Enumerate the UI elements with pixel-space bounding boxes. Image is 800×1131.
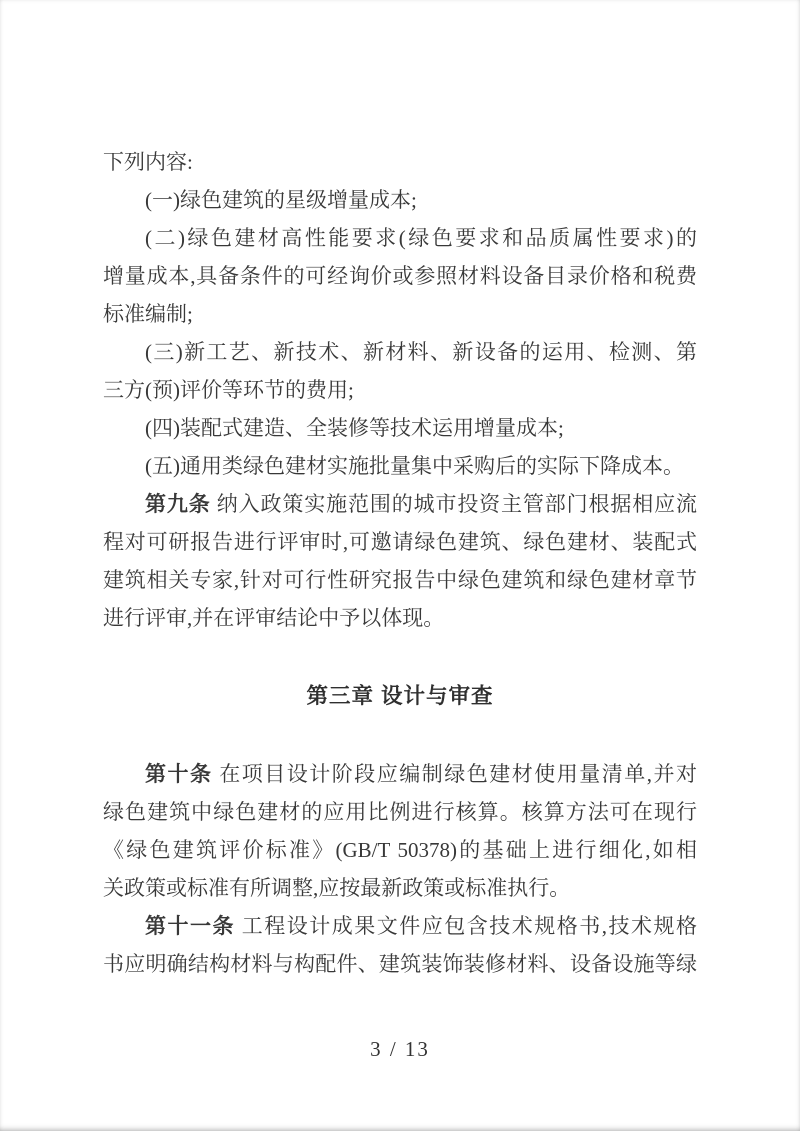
article-number: 第十一条 — [145, 914, 235, 938]
text-run: 绿色建筑中绿色建材的应用比例进行核算。核算方法可在现行 — [103, 800, 697, 824]
text-line — [103, 793, 697, 831]
text-run: 关政策或标准有所调整,应按最新政策或标准执行。 — [103, 876, 571, 900]
section-before-heading — [103, 143, 697, 637]
text-run: (二)绿色建材高性能要求(绿色要求和品质属性要求)的 — [145, 226, 697, 250]
section-after-heading — [103, 755, 697, 983]
text-line — [103, 295, 697, 333]
document-body — [103, 143, 697, 983]
text-line — [103, 181, 697, 219]
text-line — [103, 945, 697, 983]
text-line — [103, 219, 697, 257]
text-run: 进行评审,并在评审结论中予以体现。 — [103, 606, 445, 630]
text-line — [103, 599, 697, 637]
text-line — [103, 869, 697, 907]
text-run: (一)绿色建筑的星级增量成本; — [145, 188, 417, 212]
article-number: 第九条 — [145, 492, 211, 516]
text-line — [103, 907, 697, 945]
text-line — [103, 485, 697, 523]
text-run: 程对可研报告进行评审时,可邀请绿色建筑、绿色建材、装配式 — [103, 530, 697, 554]
text-line — [103, 523, 697, 561]
text-line — [103, 333, 697, 371]
text-run: 增量成本,具备条件的可经询价或参照材料设备目录价格和税费 — [103, 264, 697, 288]
text-line — [103, 371, 697, 409]
text-run: 标准编制; — [103, 302, 193, 326]
text-run: (三)新工艺、新技术、新材料、新设备的运用、检测、第 — [145, 340, 697, 364]
text-run: (五)通用类绿色建材实施批量集中采购后的实际下降成本。 — [145, 454, 684, 478]
text-line — [103, 831, 697, 869]
text-line — [103, 409, 697, 447]
text-line — [103, 447, 697, 485]
text-run: 纳入政策实施范围的城市投资主管部门根据相应流 — [210, 492, 698, 516]
text-run: 《绿色建筑评价标准》(GB/T 50378)的基础上进行细化,如相 — [103, 838, 697, 862]
text-run: 工程设计成果文件应包含技术规格书,技术规格 — [235, 914, 697, 938]
text-run: 书应明确结构材料与构配件、建筑装饰装修材料、设备设施等绿 — [103, 952, 697, 976]
text-line — [103, 143, 697, 181]
text-run: 三方(预)评价等环节的费用; — [103, 378, 354, 402]
text-run: 建筑相关专家,针对可行性研究报告中绿色建筑和绿色建材章节 — [103, 568, 697, 592]
text-run: 在项目设计阶段应编制绿色建材使用量清单,并对 — [212, 762, 697, 786]
page-number: 3 / 13 — [370, 1037, 430, 1061]
text-run: 下列内容: — [103, 150, 193, 174]
text-line — [103, 561, 697, 599]
article-number: 第十条 — [145, 762, 213, 786]
text-line — [103, 257, 697, 295]
chapter-heading: 第三章 设计与审查 — [306, 684, 494, 708]
text-run: (四)装配式建造、全装修等技术运用增量成本; — [145, 416, 564, 440]
text-line — [103, 755, 697, 793]
